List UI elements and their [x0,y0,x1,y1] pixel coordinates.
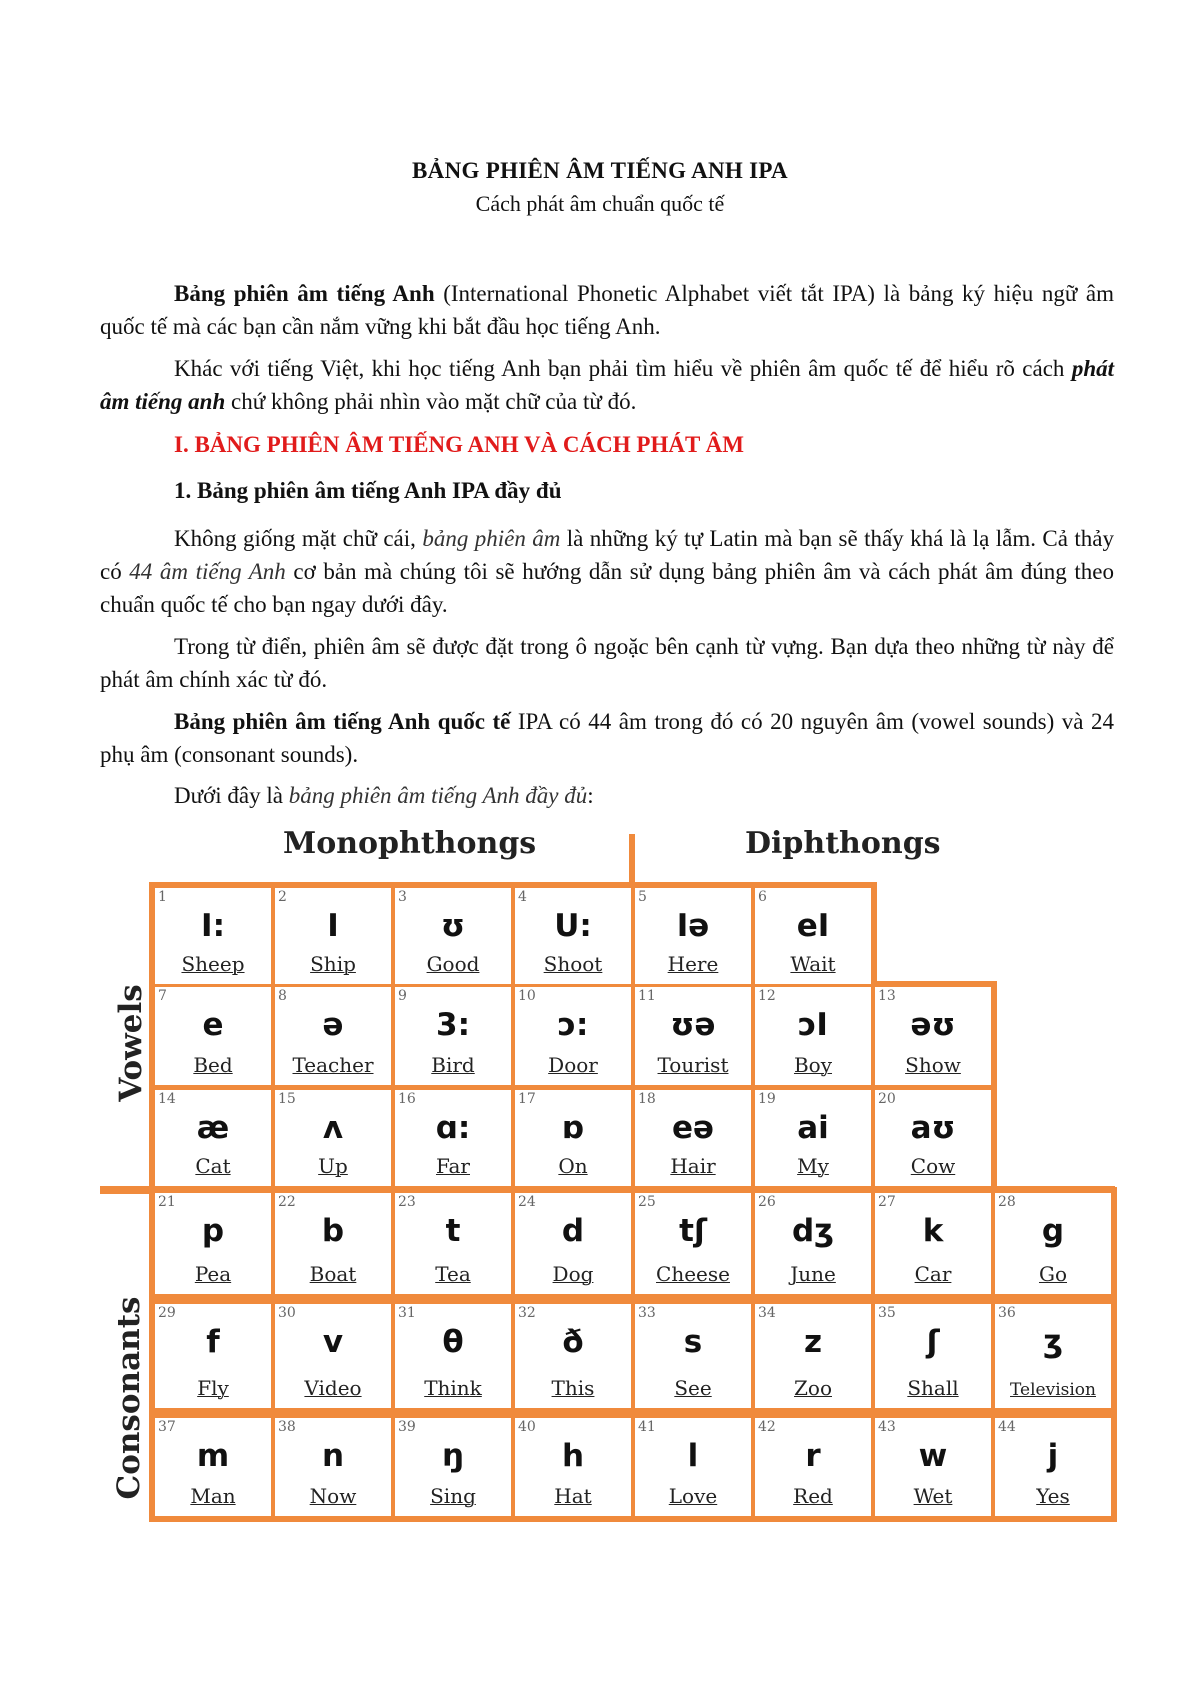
ipa-example-word: My [797,1154,829,1178]
ipa-cell-number: 28 [998,1194,1016,1210]
ipa-symbol: v [322,1324,344,1360]
ipa-cell [755,888,871,984]
ipa-symbol: l [687,1438,699,1474]
ipa-cell [395,1090,511,1186]
ipa-symbol: ʊ [441,908,465,944]
ipa-symbol: tʃ [679,1213,707,1249]
ipa-cell [515,888,631,984]
latin-text-a: Không giống mặt chữ cái, [174,526,423,551]
section-heading: I. BẢNG PHIÊN ÂM TIẾNG ANH VÀ CÁCH PHÁT ÂM [174,432,744,457]
ipa-symbol: eI [796,908,830,944]
ipa-example-word: Zoo [794,1376,832,1400]
ipa-cell-number: 6 [758,889,767,905]
ipa-cell [275,888,391,984]
ipa-symbol: z [803,1324,823,1360]
ipa-cell [755,1304,871,1408]
ipa-symbol: ʒ [1043,1324,1063,1360]
ipa-cell-number: 10 [518,988,536,1004]
ipa-symbol: eə [671,1110,715,1146]
ipa-example-word: Yes [1036,1484,1070,1508]
ipa-symbol: I: [201,908,225,944]
ipa-example-word: Cheese [656,1262,730,1286]
ipa-cell [275,1193,391,1294]
side-label-consonants: Consonants [111,1296,147,1500]
difference-emphasis: phát âm tiếng anh [100,356,1114,414]
ipa-example-word: Boat [309,1262,357,1286]
ipa-example-word: Cow [910,1154,956,1178]
ipa-cell [155,888,271,984]
paragraph-dictionary [100,630,1114,696]
ipa-cell-number: 15 [278,1091,296,1107]
ipa-example-word: Video [304,1376,362,1400]
ipa-cell-number: 26 [758,1194,776,1210]
ipa-cell-number: 29 [158,1305,176,1321]
ipa-cell-number: 32 [518,1305,536,1321]
ipa-example-word: Shall [907,1376,959,1400]
ipa-example-word: Think [424,1376,482,1400]
ipa-cell-number: 4 [518,889,527,905]
ipa-cell [275,1418,391,1516]
ipa-symbol: ʊə [670,1007,716,1043]
below-italic: bảng phiên âm tiếng Anh đầy đủ [288,783,588,808]
ipa-example-word: Man [190,1484,236,1508]
ipa-example-word: Wait [790,952,836,976]
ipa-cell-number: 1 [158,889,167,905]
ipa-cell-number: 43 [878,1419,896,1435]
ipa-cell [395,987,511,1085]
ipa-symbol: æ [196,1110,230,1146]
ipa-symbol: ŋ [441,1438,465,1474]
ipa-example-word: Hair [670,1154,716,1178]
ipa-cell-number: 20 [878,1091,896,1107]
ipa-cell-number: 2 [278,889,287,905]
ipa-cell [635,987,751,1085]
ipa-example-word: This [551,1376,595,1400]
ipa-example-word: Sheep [181,952,245,976]
ipa-cell [395,1193,511,1294]
dictionary-text: Trong từ điển, phiên âm sẽ được đặt trong ô ngoặc bên cạnh từ vựng. Bạn dựa theo những từ này để phát âm chính xác từ đó. [100,634,1114,692]
ipa-cell [755,1193,871,1294]
ipa-example-word: Shoot [543,952,603,976]
intro-bold: Bảng phiên âm tiếng Anh [174,281,435,306]
ipa-cell-number: 8 [278,988,287,1004]
ipa-cell [275,1304,391,1408]
ipa-symbol: Iə [676,908,710,944]
latin-text-b: là những ký tự Latin mà bạn sẽ thấy khá là lạ lẫm. Cả thảy có [100,526,1114,584]
ipa-cell-number: 19 [758,1091,776,1107]
ipa-cell [515,1193,631,1294]
ipa-symbol: d [561,1213,585,1249]
ipa-cell [995,1304,1111,1408]
ipa-cell [155,987,271,1085]
ipa-example-word: Television [1010,1380,1096,1400]
ipa-symbol: dʒ [791,1213,835,1249]
page-subtitle: Cách phát âm chuẩn quốc tế [475,191,725,216]
ipa-cell [155,1090,271,1186]
ipa-cell [275,987,391,1085]
ipa-symbol: r [805,1438,821,1474]
ipa-example-word: Here [667,952,719,976]
sub-heading: 1. Bảng phiên âm tiếng Anh IPA đầy đủ [174,478,562,503]
header-monophthongs: Monophthongs [283,826,537,861]
ipa-cell [875,1090,991,1186]
ipa-symbol: w [918,1438,948,1474]
ipa-cell-number: 7 [158,988,167,1004]
ipa-cell-number: 12 [758,988,776,1004]
ipa-cell-number: 14 [158,1091,176,1107]
ipa-cell [515,1304,631,1408]
ipa-example-word: Far [435,1154,470,1178]
ipa-example-word: Now [309,1484,357,1508]
ipa-cell [635,1304,751,1408]
ipa-symbol: ɑ: [435,1110,471,1146]
ipa-cell [875,1418,991,1516]
ipa-cell [875,1304,991,1408]
ipa-cell-number: 30 [278,1305,296,1321]
ipa-example-word: Hat [554,1484,592,1508]
ipa-cell-number: 34 [758,1305,776,1321]
ipa-example-word: Car [914,1262,952,1286]
ipa-cell-number: 37 [158,1419,176,1435]
ipa-example-word: Show [905,1053,961,1077]
ipa-symbol: ð [562,1324,584,1360]
ipa-example-word: Up [318,1154,348,1178]
ipa-cell [755,1418,871,1516]
below-text-b: : [587,783,594,808]
ipa-symbol: θ [442,1324,464,1360]
header-divider [629,834,635,894]
count-text: IPA có 44 âm trong đó có 20 nguyên âm (vowel sounds) và 24 phụ âm (consonant sounds). [100,709,1114,767]
ipa-symbol: ai [797,1110,829,1146]
ipa-example-word: Door [548,1053,598,1077]
ipa-example-word: Boy [793,1053,833,1077]
ipa-cell [395,1304,511,1408]
ipa-cell-number: 25 [638,1194,656,1210]
ipa-cell [635,888,751,984]
ipa-cell [635,1090,751,1186]
ipa-symbol: n [321,1438,345,1474]
difference-text-b: chứ không phải nhìn vào mặt chữ của từ đó. [225,389,637,414]
ipa-cell [275,1090,391,1186]
ipa-cell-number: 3 [398,889,407,905]
ipa-cell-number: 33 [638,1305,656,1321]
ipa-example-word: Sing [430,1484,476,1508]
ipa-example-word: See [674,1376,712,1400]
header-diphthongs: Diphthongs [745,826,941,861]
ipa-cell-number: 9 [398,988,407,1004]
ipa-cell [755,1090,871,1186]
ipa-cell [155,1304,271,1408]
ipa-cell-number: 11 [638,988,656,1004]
ipa-symbol: m [196,1438,230,1474]
count-bold: Bảng phiên âm tiếng Anh quốc tế [174,709,511,734]
ipa-cell-number: 18 [638,1091,656,1107]
ipa-symbol: k [922,1213,944,1249]
ipa-example-word: Fly [197,1376,229,1400]
ipa-symbol: g [1041,1213,1065,1249]
ipa-cell-number: 36 [998,1305,1016,1321]
paragraph-difference [100,352,1114,418]
ipa-example-word: Tourist [657,1053,729,1077]
ipa-cell [875,1193,991,1294]
ipa-example-word: Bird [431,1053,475,1077]
ipa-example-word: Go [1038,1262,1068,1286]
ipa-cell-number: 31 [398,1305,416,1321]
ipa-cell-number: 5 [638,889,647,905]
ipa-cell [515,987,631,1085]
ipa-example-word: Love [668,1484,718,1508]
ipa-cell [515,1090,631,1186]
ipa-symbol: s [683,1324,703,1360]
ipa-cell [635,1193,751,1294]
difference-text-a: Khác với tiếng Việt, khi học tiếng Anh bạn phải tìm hiểu về phiên âm quốc tế để hiểu rõ cách [174,356,1072,381]
ipa-cell [995,1193,1111,1294]
ipa-example-word: Good [426,952,480,976]
ipa-example-word: Tea [435,1262,471,1286]
ipa-cell-number: 24 [518,1194,536,1210]
ipa-cell [155,1193,271,1294]
ipa-cell-number: 16 [398,1091,416,1107]
ipa-cell [155,1418,271,1516]
side-label-vowels: Vowels [113,984,149,1102]
ipa-cell-number: 27 [878,1194,896,1210]
ipa-cell-number: 41 [638,1419,656,1435]
ipa-symbol: ɒ [561,1110,585,1146]
ipa-cell-number: 22 [278,1194,296,1210]
ipa-symbol: f [206,1324,220,1360]
below-text-a: Dưới đây là [174,783,289,808]
latin-text-c: cơ bản mà chúng tôi sẽ hướng dẫn sử dụng bảng phiên âm và cách phát âm đúng theo chuẩn quốc tế cho bạn ngay dưới đây. [100,559,1114,617]
ipa-symbol: I [327,908,339,944]
paragraph-intro [100,277,1114,343]
ipa-symbol: h [561,1438,585,1474]
ipa-symbol: ɔI [798,1007,828,1043]
ipa-example-word: Wet [913,1484,953,1508]
paragraph-below [100,779,1114,812]
ipa-symbol: ə [322,1007,344,1043]
ipa-cell-number: 44 [998,1419,1016,1435]
ipa-cell [395,1418,511,1516]
ipa-cell-number: 21 [158,1194,176,1210]
ipa-example-word: On [558,1154,588,1178]
ipa-symbol: ʌ [322,1110,344,1146]
ipa-cell-number: 13 [878,988,896,1004]
ipa-example-word: Cat [195,1154,231,1178]
ipa-cell-number: 17 [518,1091,536,1107]
ipa-cell-number: 42 [758,1419,776,1435]
ipa-cell-number: 38 [278,1419,296,1435]
ipa-symbol: ʃ [926,1324,940,1360]
ipa-cell [395,888,511,984]
ipa-example-word: June [790,1262,836,1286]
paragraph-latin [100,522,1114,621]
ipa-symbol: p [201,1213,225,1249]
ipa-cell [995,1418,1111,1516]
latin-italic-2: 44 âm tiếng Anh [129,559,286,584]
ipa-example-word: Teacher [292,1053,374,1077]
latin-italic-1: bảng phiên âm [422,526,561,551]
ipa-symbol: 3: [436,1007,470,1043]
ipa-symbol: t [445,1213,461,1249]
intro-text: (International Phonetic Alphabet viết tắt IPA) là bảng ký hiệu ngữ âm quốc tế mà các bạn cần nắm vững khi bắt đầu học tiếng Anh. [100,281,1114,339]
ipa-cell-number: 23 [398,1194,416,1210]
ipa-symbol: aʊ [910,1110,956,1146]
ipa-example-word: Red [793,1484,833,1508]
ipa-symbol: b [321,1213,345,1249]
ipa-cell-number: 35 [878,1305,896,1321]
ipa-symbol: e [202,1007,224,1043]
ipa-cell [875,987,991,1085]
ipa-cell [635,1418,751,1516]
ipa-symbol: ɔ: [557,1007,589,1043]
ipa-example-word: Dog [552,1262,594,1286]
ipa-symbol: U: [554,908,592,944]
ipa-cell-number: 40 [518,1419,536,1435]
ipa-example-word: Ship [310,952,356,976]
ipa-cell [515,1418,631,1516]
ipa-example-word: Bed [193,1053,233,1077]
ipa-symbol: j [1047,1438,1059,1474]
ipa-example-word: Pea [194,1262,232,1286]
ipa-cell-number: 39 [398,1419,416,1435]
ipa-cell [755,987,871,1085]
ipa-symbol: əʊ [910,1007,956,1043]
page-title: BẢNG PHIÊN ÂM TIẾNG ANH IPA [412,158,788,183]
paragraph-count [100,705,1114,771]
